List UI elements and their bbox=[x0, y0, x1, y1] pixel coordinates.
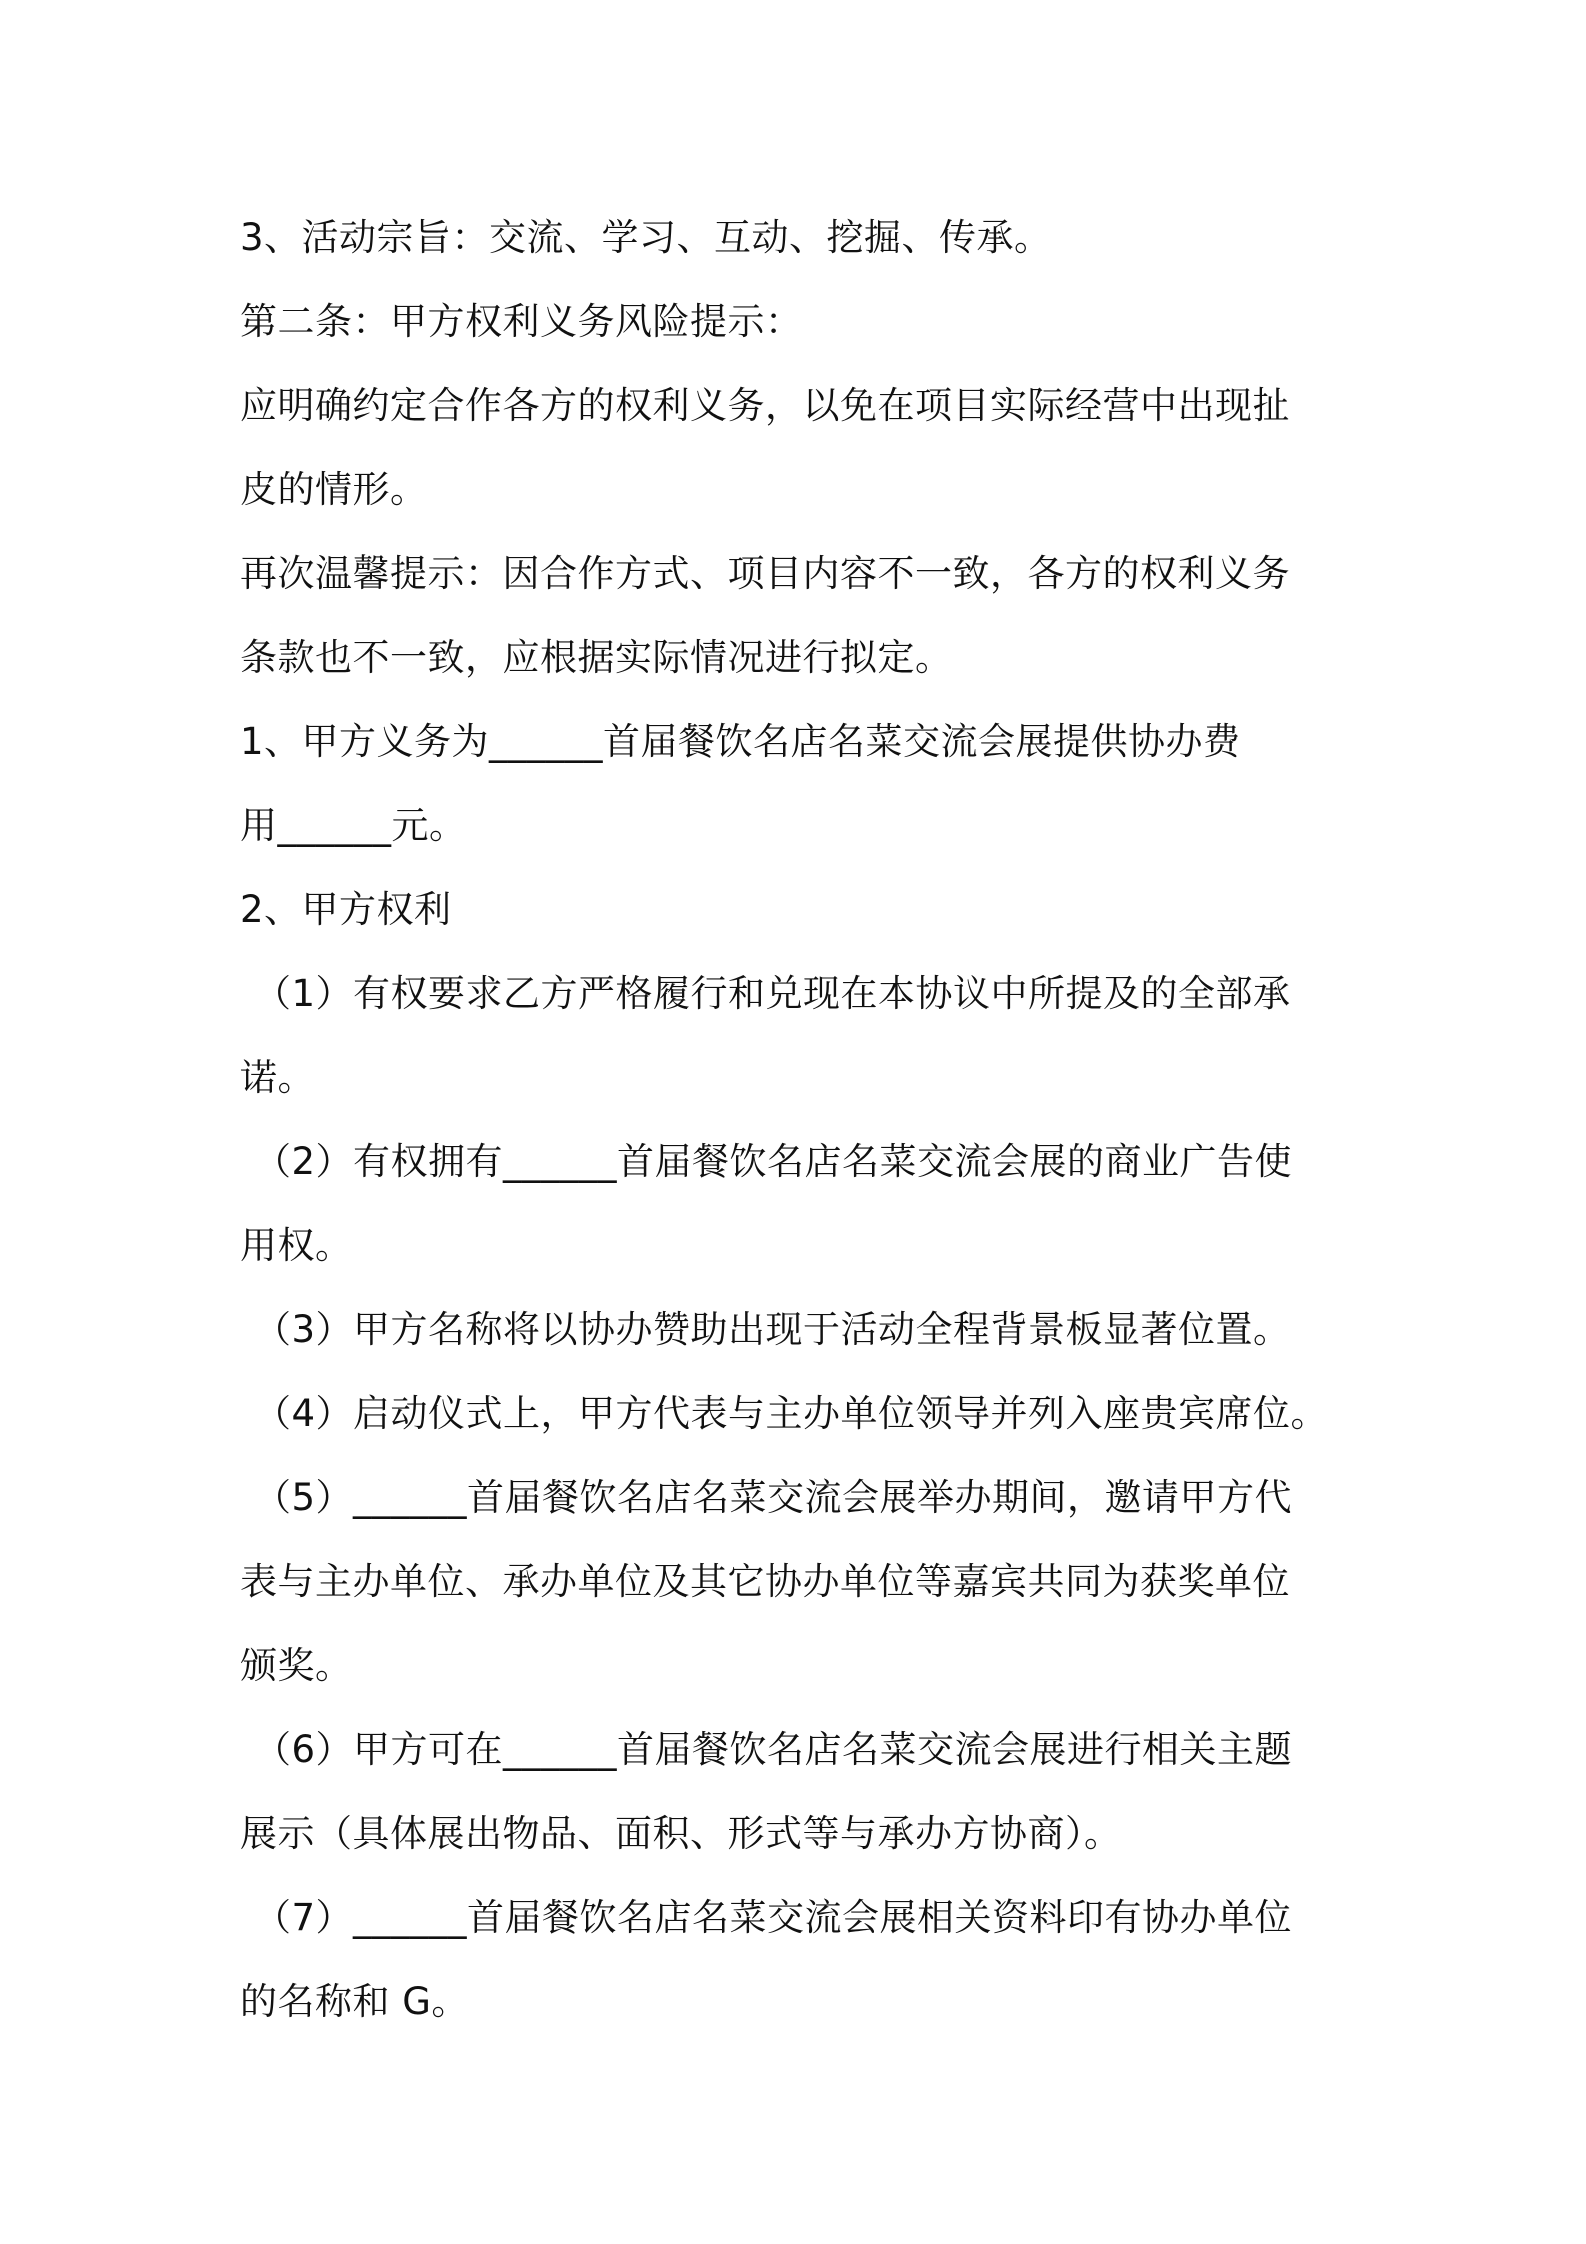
text-line: 1、甲方义务为______首届餐饮名店名菜交流会展提供协办费 bbox=[240, 720, 1241, 763]
text-line: 诺。 bbox=[240, 1056, 315, 1099]
text-line: 应明确约定合作各方的权利义务，以免在项目实际经营中出现扯 bbox=[240, 384, 1290, 427]
text-line: 用______元。 bbox=[240, 804, 467, 847]
list-item: （4）启动仪式上，甲方代表与主办单位领导并列入座贵宾席位。 bbox=[254, 1392, 1329, 1435]
text-line: 用权。 bbox=[240, 1224, 353, 1267]
list-item: （7）______首届餐饮名店名菜交流会展相关资料印有协办单位 bbox=[254, 1896, 1293, 1939]
list-item: （5）______首届餐饮名店名菜交流会展举办期间，邀请甲方代 bbox=[254, 1476, 1293, 1519]
text-line: 条款也不一致，应根据实际情况进行拟定。 bbox=[240, 636, 953, 679]
list-item: （2）有权拥有______首届餐饮名店名菜交流会展的商业广告使 bbox=[254, 1140, 1293, 1183]
text-line: 表与主办单位、承办单位及其它协办单位等嘉宾共同为获奖单位 bbox=[240, 1560, 1290, 1603]
text-line: 的名称和 G。 bbox=[240, 1980, 469, 2023]
text-line: 2、甲方权利 bbox=[240, 888, 452, 931]
text-line: 颁奖。 bbox=[240, 1644, 353, 1687]
section-heading: 第二条：甲方权利义务风险提示： bbox=[240, 300, 803, 343]
document-body bbox=[240, 196, 1376, 2044]
text-line: 再次温馨提示：因合作方式、项目内容不一致，各方的权利义务 bbox=[240, 552, 1290, 595]
text-line: 皮的情形。 bbox=[240, 468, 428, 511]
text-line: 展示（具体展出物品、面积、形式等与承办方协商）。 bbox=[240, 1812, 1122, 1855]
list-item: （6）甲方可在______首届餐饮名店名菜交流会展进行相关主题 bbox=[254, 1728, 1293, 1771]
list-item: （1）有权要求乙方严格履行和兑现在本协议中所提及的全部承 bbox=[254, 972, 1291, 1015]
text-line: 3、活动宗旨：交流、学习、互动、挖掘、传承。 bbox=[240, 216, 1052, 259]
list-item: （3）甲方名称将以协办赞助出现于活动全程背景板显著位置。 bbox=[254, 1308, 1291, 1351]
